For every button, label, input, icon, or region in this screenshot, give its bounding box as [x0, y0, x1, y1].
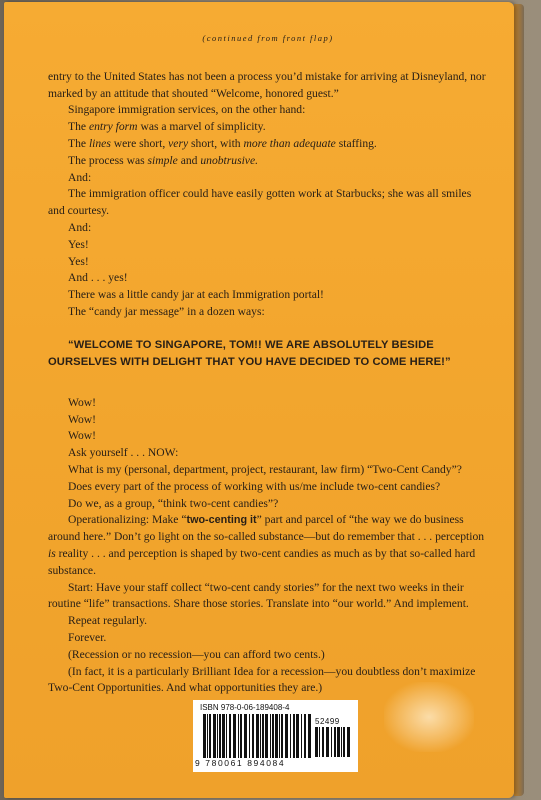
paragraph: (In fact, it is a particularly Brilliant Idea for a recession—you doubtless don’t maximize Two-Cent Opportunities. And what opportunities they are.)	[48, 664, 476, 695]
paragraph: Forever.	[68, 630, 107, 644]
isbn-barcode	[193, 700, 358, 772]
paragraph: And:	[68, 170, 92, 184]
paragraph: Wow!	[68, 429, 97, 443]
paragraph: Ask yourself . . . NOW:	[68, 446, 179, 460]
price-barcode-bars	[315, 727, 351, 757]
paragraph: Start: Have your staff collect “two-cent candy stories” for the next two weeks in their routine “life” transactions. Share those stories. Translate into “our world.” And implement.	[48, 580, 469, 611]
paragraph: The “candy jar message” in a dozen ways:	[68, 304, 265, 318]
barcode-digits: 9 780061 894084	[195, 758, 286, 768]
paragraph: Singapore immigration services, on the other hand:	[68, 103, 306, 117]
paragraph: Yes!	[68, 254, 89, 268]
paragraph: entry to the United States has not been a process you’d mistake for arriving at Disneyland, nor marked by an attitude that shouted “Welcome, honored guest.”	[48, 69, 486, 100]
book-back-cover	[4, 2, 514, 798]
flap-text	[48, 30, 488, 697]
paragraph: Wow!	[68, 395, 97, 409]
paragraph: The immigration officer could have easily gotten work at Starbucks; she was all smiles and courtesy.	[48, 187, 472, 218]
spacer	[48, 371, 488, 387]
paragraph: Wow!	[68, 412, 97, 426]
paragraph: Does every part of the process of working with us/me include two-cent candies?	[68, 479, 441, 493]
paragraph: There was a little candy jar at each Immigration portal!	[68, 288, 324, 302]
barcode-bars	[203, 714, 311, 758]
paragraph: (Recession or no recession—you can afford two cents.)	[68, 647, 325, 661]
paragraph: The process was simple and unobtrusive.	[68, 153, 258, 167]
paragraph: And . . . yes!	[68, 271, 128, 285]
continued-header: (continued from front flap)	[202, 33, 334, 43]
paragraph: What is my (personal, department, project, restaurant, law firm) “Two-Cent Candy”?	[68, 462, 462, 476]
spacer	[48, 387, 488, 395]
paragraph: Operationalizing: Make “two-centing it” part and parcel of “the way we do business around here.” Don’t go light on the so-called substance—but do remember that . . . perception is reality . . . and perception is shaped by two-cent candies as much as by that so-called hard substance.	[48, 513, 485, 577]
book-spine-edge	[514, 4, 524, 796]
paragraph: The entry form was a marvel of simplicity.	[68, 120, 266, 134]
paragraph: And:	[68, 220, 92, 234]
spacer	[48, 321, 488, 337]
callout-quote: “WELCOME TO SINGAPORE, TOM!! WE ARE ABSOLUTELY BESIDE OURSELVES WITH DELIGHT THAT YOU HAVE DECIDED TO COME HERE!”	[48, 338, 451, 368]
paragraph: The lines were short, very short, with more than adequate staffing.	[68, 136, 377, 150]
paragraph: Do we, as a group, “think two-cent candies”?	[68, 496, 279, 510]
paragraph: Yes!	[68, 237, 89, 251]
price-code: 52499	[315, 717, 340, 726]
paragraph: Repeat regularly.	[68, 614, 148, 628]
isbn-label: ISBN 978-0-06-189408-4	[200, 703, 290, 712]
